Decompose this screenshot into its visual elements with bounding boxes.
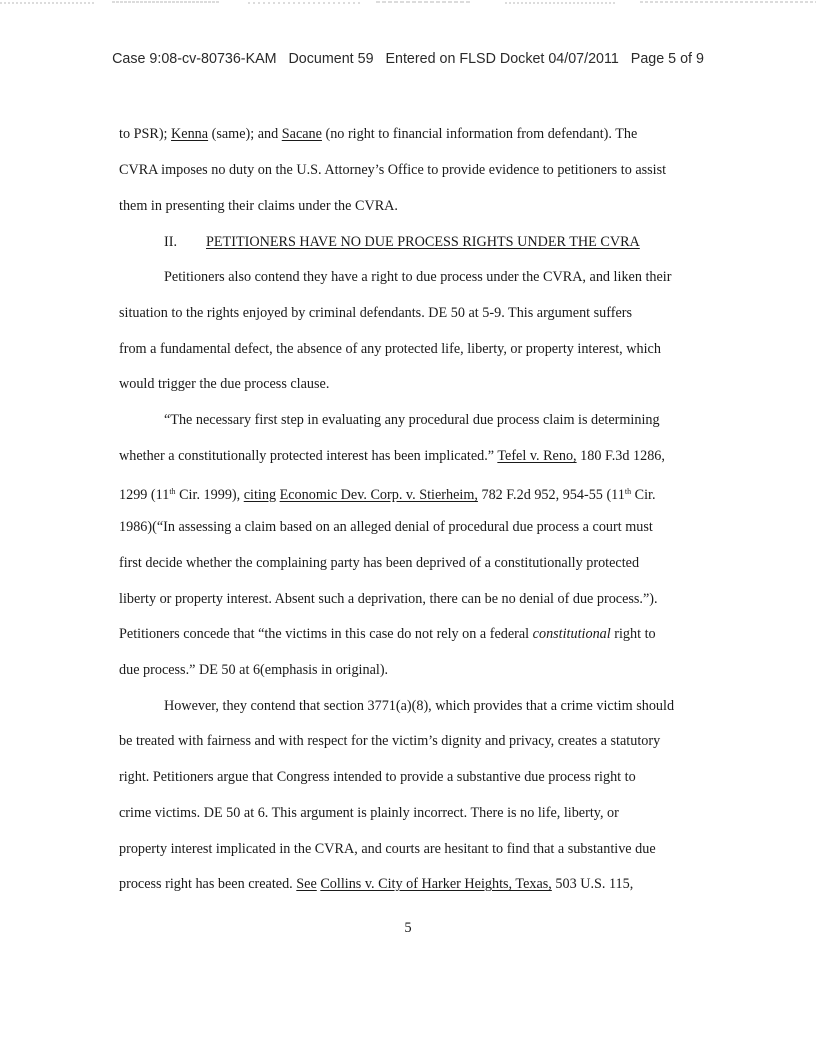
emphasis: constitutional xyxy=(532,626,611,642)
page-number: 5 xyxy=(404,920,412,936)
text: process right has been created. xyxy=(119,876,297,892)
docket-header xyxy=(0,51,816,67)
body-line: 1986)(“In assessing a claim based on an alleged denial of procedural due process a court must xyxy=(119,519,653,535)
text: 1299 (11 xyxy=(119,487,170,503)
text: to PSR); xyxy=(119,126,172,142)
text: 782 F.2d 952, 954-55 (11 xyxy=(477,487,625,503)
case-citation: Kenna xyxy=(171,126,209,142)
body-line: right. Petitioners argue that Congress intended to provide a substantive due process right to xyxy=(119,769,636,785)
body-line: would trigger the due process clause. xyxy=(119,376,330,392)
body-line: crime victims. DE 50 at 6. This argument is plainly incorrect. There is no life, liberty, or xyxy=(119,805,619,821)
body-line xyxy=(119,875,633,893)
body-line: first decide whether the complaining party has been deprived of a constitutionally protected xyxy=(119,555,640,571)
body-line: “The necessary first step in evaluating any procedural due process claim is determining xyxy=(164,412,660,428)
scan-artifact-strip xyxy=(0,0,816,10)
case-citation: Economic Dev. Corp. v. Stierheim, xyxy=(279,487,478,503)
case-citation: Tefel v. Reno, xyxy=(497,448,577,464)
body-line: be treated with fairness and with respect for the victim’s dignity and privacy, creates a statutory xyxy=(119,733,661,749)
body-line xyxy=(119,483,656,504)
document-number: Document 59 xyxy=(288,51,374,67)
body-line: due process.” DE 50 at 6(emphasis in original). xyxy=(119,662,389,678)
body-line: them in presenting their claims under the CVRA. xyxy=(119,198,398,214)
body-line: CVRA imposes no duty on the U.S. Attorney’s Office to provide evidence to petitioners to assist xyxy=(119,162,667,178)
body-line: from a fundamental defect, the absence of any protected life, liberty, or property interest, which xyxy=(119,341,661,357)
ordinal-suffix: th xyxy=(169,487,176,496)
body-line: property interest implicated in the CVRA, and courts are hesitant to find that a substantive due xyxy=(119,841,656,857)
body-line: liberty or property interest. Absent such a deprivation, there can be no denial of due process.”). xyxy=(119,591,658,607)
signal-citing: citing xyxy=(243,487,277,503)
body-line: Petitioners also contend they have a right to due process under the CVRA, and liken their xyxy=(164,269,672,285)
ordinal-suffix: th xyxy=(624,487,632,496)
text: Cir. 1999), xyxy=(175,487,244,503)
entered-on-docket: Entered on FLSD Docket 04/07/2011 xyxy=(385,51,619,67)
body-line xyxy=(119,625,656,643)
section-number: II. xyxy=(164,234,177,250)
section-heading xyxy=(164,233,640,251)
text: Petitioners concede that “the victims in this case do not rely on a federal xyxy=(119,626,533,642)
body-line: However, they contend that section 3771(a)(8), which provides that a crime victim should xyxy=(164,698,675,714)
page-indicator: Page 5 of 9 xyxy=(630,51,704,67)
text: (same); and xyxy=(208,126,282,142)
text: (no right to financial information from defendant). The xyxy=(321,126,638,142)
text: Cir. xyxy=(631,487,656,503)
body-line: situation to the rights enjoyed by criminal defendants. DE 50 at 5-9. This argument suffers xyxy=(119,305,633,321)
text: 180 F.3d 1286, xyxy=(576,448,665,464)
case-number: Case 9:08-cv-80736-KAM xyxy=(112,51,277,67)
body-line xyxy=(119,125,637,143)
text: right to xyxy=(610,626,656,642)
text: whether a constitutionally protected interest has been implicated.” xyxy=(119,448,498,464)
section-title: PETITIONERS HAVE NO DUE PROCESS RIGHTS UNDER THE CVRA xyxy=(206,234,640,250)
signal-see: See xyxy=(296,876,317,892)
body-line xyxy=(119,447,665,465)
text: 503 U.S. 115, xyxy=(551,876,634,892)
case-citation: Collins v. City of Harker Heights, Texas, xyxy=(320,876,552,892)
case-citation: Sacane xyxy=(281,126,322,142)
